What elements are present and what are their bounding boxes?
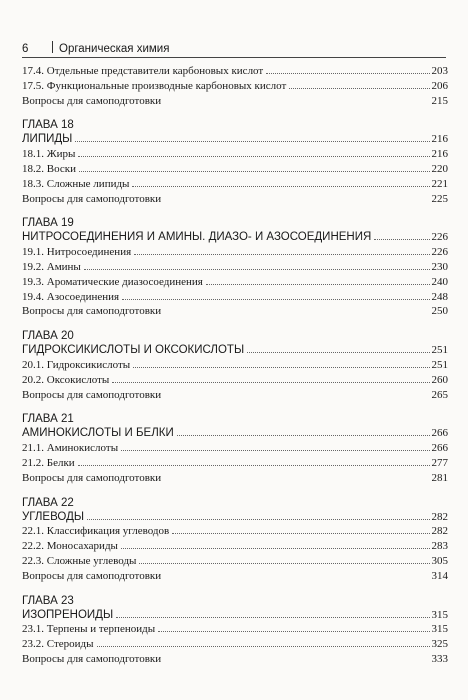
entry-text: 23.2. Стероиды	[22, 638, 94, 651]
header-separator	[52, 41, 53, 53]
entry-page-number: 203	[431, 65, 448, 77]
entry-page-number: 206	[431, 79, 448, 92]
entry-text: 18.2. Воски	[22, 162, 76, 175]
entry-page-number: 283	[431, 540, 448, 553]
entry-page-number: 266	[431, 442, 448, 455]
toc-questions-entry	[22, 192, 448, 207]
chapter-label: ГЛАВА 22	[22, 496, 74, 509]
entry-text: 19.4. Азосоединения	[22, 290, 120, 303]
header-rule	[22, 57, 446, 58]
entry-page-number: 250	[431, 305, 448, 318]
entry-text: 20.1. Гидроксикислоты	[22, 358, 131, 371]
dot-leader	[87, 519, 429, 520]
entry-text: 17.4. Отдельные представители карбоновых кислот	[22, 65, 264, 77]
entry-text: 19.1. Нитросоединения	[22, 246, 132, 259]
entry-page-number: 325	[431, 638, 448, 651]
entry-page-number: 230	[431, 260, 448, 273]
chapter-label: ГЛАВА 19	[22, 217, 74, 230]
entry-text: 22.1. Классификация углеводов	[22, 525, 170, 538]
entry-page-number: 216	[431, 148, 448, 161]
entry-page-number: 215	[431, 94, 448, 107]
dot-leader	[374, 239, 429, 240]
chapter-title-entry	[22, 132, 448, 147]
dot-leader	[247, 352, 429, 353]
dot-leader	[121, 548, 430, 549]
entry-text: 22.3. Сложные углеводы	[22, 554, 137, 567]
entry-text: ИЗОПРЕНОИДЫ	[22, 608, 114, 621]
entry-text: НИТРОСОЕДИНЕНИЯ И АМИНЫ. ДИАЗО- И АЗОСОЕДИНЕНИЯ	[22, 231, 372, 244]
entry-page-number: 226	[431, 246, 448, 259]
entry-page-number: 333	[431, 652, 448, 665]
dot-leader	[172, 533, 429, 534]
entry-page-number: 240	[431, 275, 448, 288]
toc-entry	[22, 245, 448, 260]
entry-text: Вопросы для самоподготовки	[22, 652, 162, 665]
entry-page-number: 315	[431, 623, 448, 636]
toc-entry	[22, 147, 448, 162]
chapter-block	[22, 329, 448, 402]
entry-text: ГИДРОКСИКИСЛОТЫ И ОКСОКИСЛОТЫ	[22, 344, 245, 357]
toc-questions-entry	[22, 471, 448, 486]
entry-page-number: 225	[431, 192, 448, 205]
dot-leader	[97, 646, 430, 647]
page-number: 6	[22, 43, 29, 55]
chapter-block	[22, 594, 448, 667]
toc-entry	[22, 162, 448, 177]
toc-entry	[22, 441, 448, 456]
dot-leader	[134, 254, 429, 255]
dot-leader	[78, 156, 429, 157]
entry-page-number: 282	[431, 510, 448, 523]
table-of-contents	[22, 64, 448, 667]
toc-entry	[22, 177, 448, 192]
toc-entry	[22, 260, 448, 275]
running-head	[22, 40, 446, 55]
toc-questions-entry	[22, 94, 448, 109]
entry-text: ЛИПИДЫ	[22, 133, 73, 146]
chapter-title-entry	[22, 510, 448, 525]
dot-leader	[116, 617, 429, 618]
chapter-block	[22, 216, 448, 319]
entry-text: 22.2. Моносахариды	[22, 540, 118, 553]
entry-text: АМИНОКИСЛОТЫ И БЕЛКИ	[22, 427, 174, 440]
entry-text: Вопросы для самоподготовки	[22, 471, 162, 484]
entry-text: Вопросы для самоподготовки	[22, 94, 162, 107]
entry-page-number: 315	[431, 608, 448, 621]
toc-entry	[22, 456, 448, 471]
toc-entry	[22, 290, 448, 305]
entry-page-number: 314	[431, 569, 448, 582]
dot-leader	[122, 299, 429, 300]
chapter-title-entry	[22, 230, 448, 245]
toc-entry	[22, 554, 448, 569]
dot-leader	[289, 88, 429, 89]
entry-page-number: 281	[431, 471, 448, 484]
dot-leader	[112, 382, 429, 383]
toc-questions-entry	[22, 388, 448, 403]
toc-entry	[22, 358, 448, 373]
toc-questions-entry	[22, 304, 448, 319]
chapter-title-entry	[22, 343, 448, 358]
chapter-block	[22, 496, 448, 584]
entry-text: 21.2. Белки	[22, 456, 75, 469]
entry-page-number: 226	[431, 231, 448, 244]
entry-text: Вопросы для самоподготовки	[22, 192, 162, 205]
toc-entry	[22, 622, 448, 637]
toc-entry	[22, 637, 448, 652]
entry-text: Вопросы для самоподготовки	[22, 305, 162, 318]
dot-leader	[139, 563, 429, 564]
toc-entry	[22, 275, 448, 290]
toc-entry	[22, 524, 448, 539]
toc-questions-entry	[22, 652, 448, 667]
entry-page-number: 216	[431, 133, 448, 146]
entry-text: 23.1. Терпены и терпеноиды	[22, 623, 156, 636]
toc-entry	[22, 79, 448, 94]
chapter-label: ГЛАВА 18	[22, 119, 74, 132]
entry-page-number: 221	[431, 177, 448, 190]
entry-text: Вопросы для самоподготовки	[22, 569, 162, 582]
dot-leader	[158, 631, 429, 632]
chapter-block	[22, 118, 448, 206]
entry-page-number: 220	[431, 162, 448, 175]
entry-text: УГЛЕВОДЫ	[22, 510, 85, 523]
chapter-title-entry	[22, 608, 448, 623]
dot-leader	[132, 186, 429, 187]
chapter-label: ГЛАВА 20	[22, 330, 74, 343]
book-title: Органическая химия	[59, 43, 170, 55]
entry-page-number: 305	[431, 554, 448, 567]
toc-entry	[22, 539, 448, 554]
entry-page-number: 277	[431, 456, 448, 469]
entry-page-number: 265	[431, 388, 448, 401]
chapter-title-entry	[22, 426, 448, 441]
entry-text: 20.2. Оксокислоты	[22, 373, 110, 386]
entry-page-number: 282	[431, 525, 448, 538]
entry-text: 19.2. Амины	[22, 260, 81, 273]
toc-entry	[22, 64, 448, 79]
dot-leader	[84, 269, 430, 270]
dot-leader	[78, 465, 430, 466]
chapter-label: ГЛАВА 23	[22, 594, 74, 607]
entry-text: 19.3. Ароматические диазосоединения	[22, 275, 203, 288]
entry-page-number: 251	[431, 344, 448, 357]
entry-text: Вопросы для самоподготовки	[22, 388, 162, 401]
chapter-label: ГЛАВА 21	[22, 413, 74, 426]
dot-leader	[121, 450, 429, 451]
entry-text: 18.1. Жиры	[22, 148, 76, 161]
entry-page-number: 248	[431, 290, 448, 303]
toc-entry	[22, 373, 448, 388]
entry-page-number: 260	[431, 373, 448, 386]
entry-text: 21.1. Аминокислоты	[22, 442, 119, 455]
dot-leader	[206, 284, 430, 285]
entry-page-number: 251	[431, 358, 448, 371]
dot-leader	[266, 73, 429, 74]
entry-text: 18.3. Сложные липиды	[22, 177, 130, 190]
dot-leader	[133, 367, 429, 368]
dot-leader	[75, 141, 429, 142]
chapter-block	[22, 412, 448, 485]
dot-leader	[177, 435, 430, 436]
entry-text: 17.5. Функциональные производные карбоновых кислот	[22, 79, 287, 92]
dot-leader	[79, 171, 430, 172]
entry-page-number: 266	[431, 427, 448, 440]
toc-questions-entry	[22, 569, 448, 584]
